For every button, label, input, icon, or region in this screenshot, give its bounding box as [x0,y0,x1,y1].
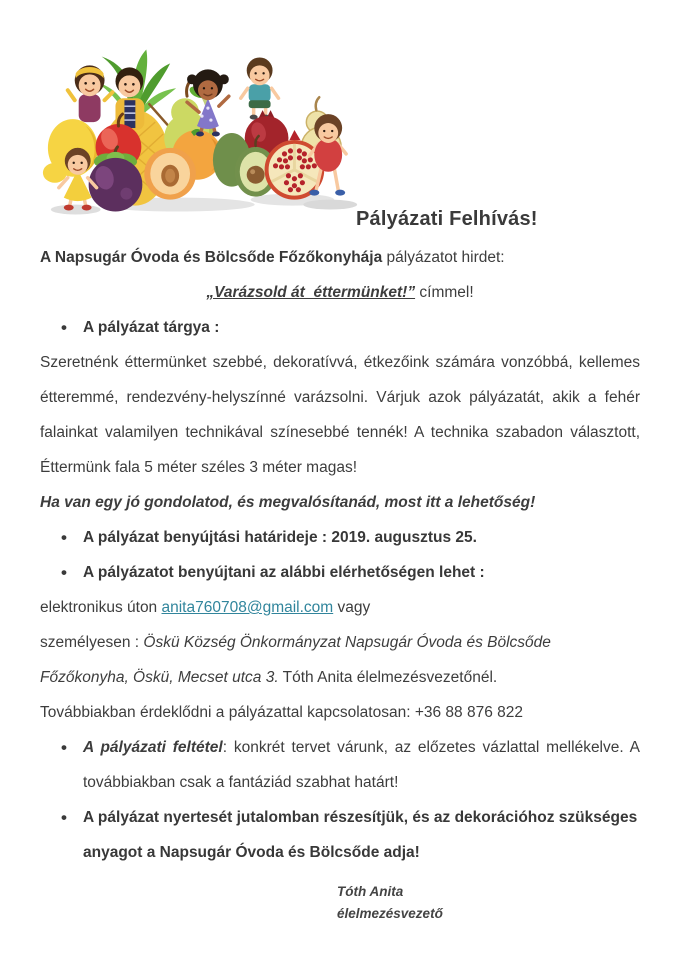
signature-role: élelmezésvezető [337,906,443,921]
contact-phone-line: Továbbiakban érdeklődni a pályázattal kapcsolatosan: +36 88 876 822 [40,704,524,721]
bullet-submit-label: A pályázatot benyújtani az alábbi elérhetőségen lehet : [83,564,485,581]
slogan-suffix: címmel! [415,284,474,301]
contact-personal-line [40,625,640,695]
contact-personal-prefix: személyesen : [40,634,144,651]
children-fruits-illustration [28,48,366,218]
email-link[interactable]: anita760708@gmail.com [161,599,334,616]
slogan-line [40,275,640,310]
bullet-subject-label: A pályázat tárgya : [83,319,220,336]
motivation-text: Ha van egy jó gondolatod, és megvalósítanád, most itt a lehetőség! [40,494,536,511]
bullet-condition [40,730,640,800]
boy-on-pomegranate-figure [241,57,279,119]
bullet-deadline [40,520,640,555]
paragraph-description: Szeretnénk éttermünket szebbé, dekoratívvá, étkezőink számára vonzóbbá, kellemes étteremmé, rendezvény-helyszínné varázsolni. Várjuk azok pályázatát, akik a fehér falainkat valamilyen technikával színesebbé tennék! A technika szabadon választott, Éttermünk fala 5 méter széles 3 méter magas! [40,354,640,476]
bullet-condition-emphasis: A pályázati feltétel [83,739,223,756]
page-title: Pályázati Felhívás! [356,208,538,230]
bullet-prize-label: A pályázat nyertesét jutalomban részesítjük, és az dekorációhoz szükséges anyagot a Napsugár Óvoda és Bölcsőde adja! [83,809,638,861]
contact-electronic-prefix: elektronikus úton [40,599,162,616]
contact-personal-suffix: Tóth Anita élelmezésvezetőnél. [278,669,498,686]
contact-electronic-suffix: vagy [333,599,371,616]
peach-icon [144,148,196,200]
bullet-deadline-label: A pályázat benyújtási határideje : 2019. augusztus 25. [83,529,477,546]
intro-line [40,240,640,275]
bullet-submit [40,555,640,590]
bullet-prize [40,800,640,870]
bullet-subject [40,310,640,345]
document-body [40,240,640,925]
girl-headband-figure [68,65,113,122]
slogan-quote: „Varázsold át éttermünket!” [206,284,416,301]
intro-organization: A Napsugár Óvoda és Bölcsőde Főzőkonyhája [40,249,383,266]
contact-electronic-line [40,590,640,625]
intro-rest: pályázatot hirdet: [382,249,505,266]
signature-name: Tóth Anita [337,884,404,899]
signature-block [337,881,640,925]
contact-personal-address: Öskü Község Önkormányzat Napsugár Óvoda és Bölcsőde Főzőkonyha, Öskü, Mecset utca 3. [40,634,551,686]
bullet-condition-rest: : konkrét tervet várunk, az előzetes vázlattal mellékelve. A továbbiakban csak a fantáziád szabhat határt! [83,739,640,791]
paragraph-motivation [40,485,640,520]
